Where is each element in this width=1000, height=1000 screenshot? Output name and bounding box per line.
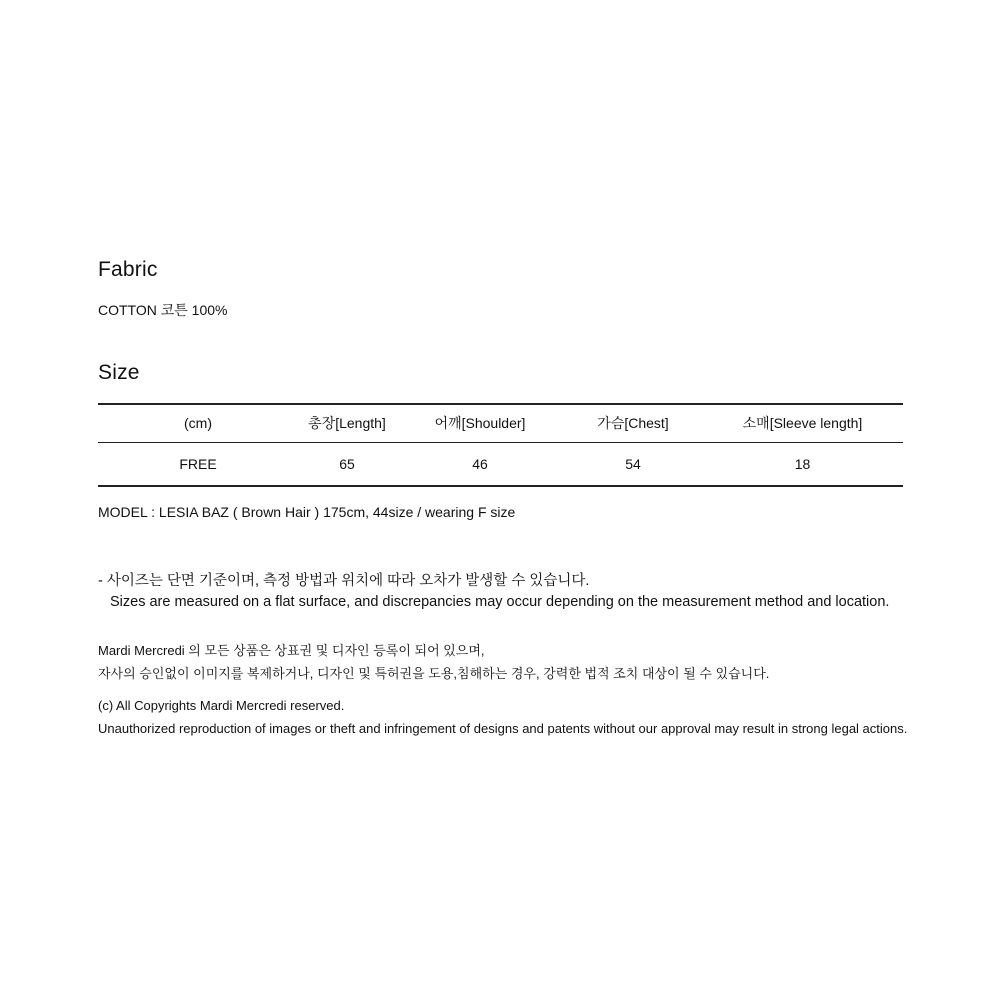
brand-notice-line-1: Mardi Mercredi 의 모든 상품은 상표권 및 디자인 등록이 되어 있으며, [98, 643, 485, 658]
header-shoulder: 어깨[Shoulder] [434, 415, 526, 432]
copyright-notice [98, 694, 907, 740]
fabric-value: COTTON 코튼 100% [98, 302, 228, 318]
size-table-header-row [98, 404, 903, 442]
brand-notice [98, 639, 769, 685]
cell-size-name: FREE [179, 455, 217, 472]
header-chest: 가슴[Chest] [597, 415, 669, 432]
header-unit: (cm) [184, 415, 212, 432]
cell-chest: 54 [625, 455, 641, 472]
size-table-body [98, 442, 903, 486]
header-sleeve-length: 소매[Sleeve length] [742, 415, 863, 432]
table-row [98, 442, 903, 486]
cell-length: 65 [339, 455, 355, 472]
size-table [98, 403, 903, 487]
brand-notice-line-2: 자사의 승인없이 이미지를 복제하거나, 디자인 및 특허권을 도용,침해하는 경우, 강력한 법적 조치 대상이 될 수 있습니다. [98, 666, 770, 681]
copyright-line-2: Unauthorized reproduction of images or theft and infringement of designs and patents without our approval may result in strong legal actions. [98, 721, 908, 736]
copyright-line-1: (c) All Copyrights Mardi Mercredi reserved. [98, 698, 345, 713]
measurement-notice [98, 571, 889, 613]
measurement-notice-ko: - 사이즈는 단면 기준이며, 측정 방법과 위치에 따라 오차가 발생할 수 있습니다. [98, 573, 590, 589]
model-info: MODEL : LESIA BAZ ( Brown Hair ) 175cm, 44size / wearing F size [98, 504, 516, 520]
size-title: Size [98, 361, 140, 384]
cell-shoulder: 46 [472, 455, 488, 472]
cell-sleeve-length: 18 [794, 455, 811, 472]
header-length: 총장[Length] [308, 415, 386, 432]
size-table-header [98, 404, 903, 442]
fabric-title: Fabric [98, 258, 158, 281]
measurement-notice-en: Sizes are measured on a flat surface, and discrepancies may occur depending on the measurement method and location. [110, 594, 890, 610]
